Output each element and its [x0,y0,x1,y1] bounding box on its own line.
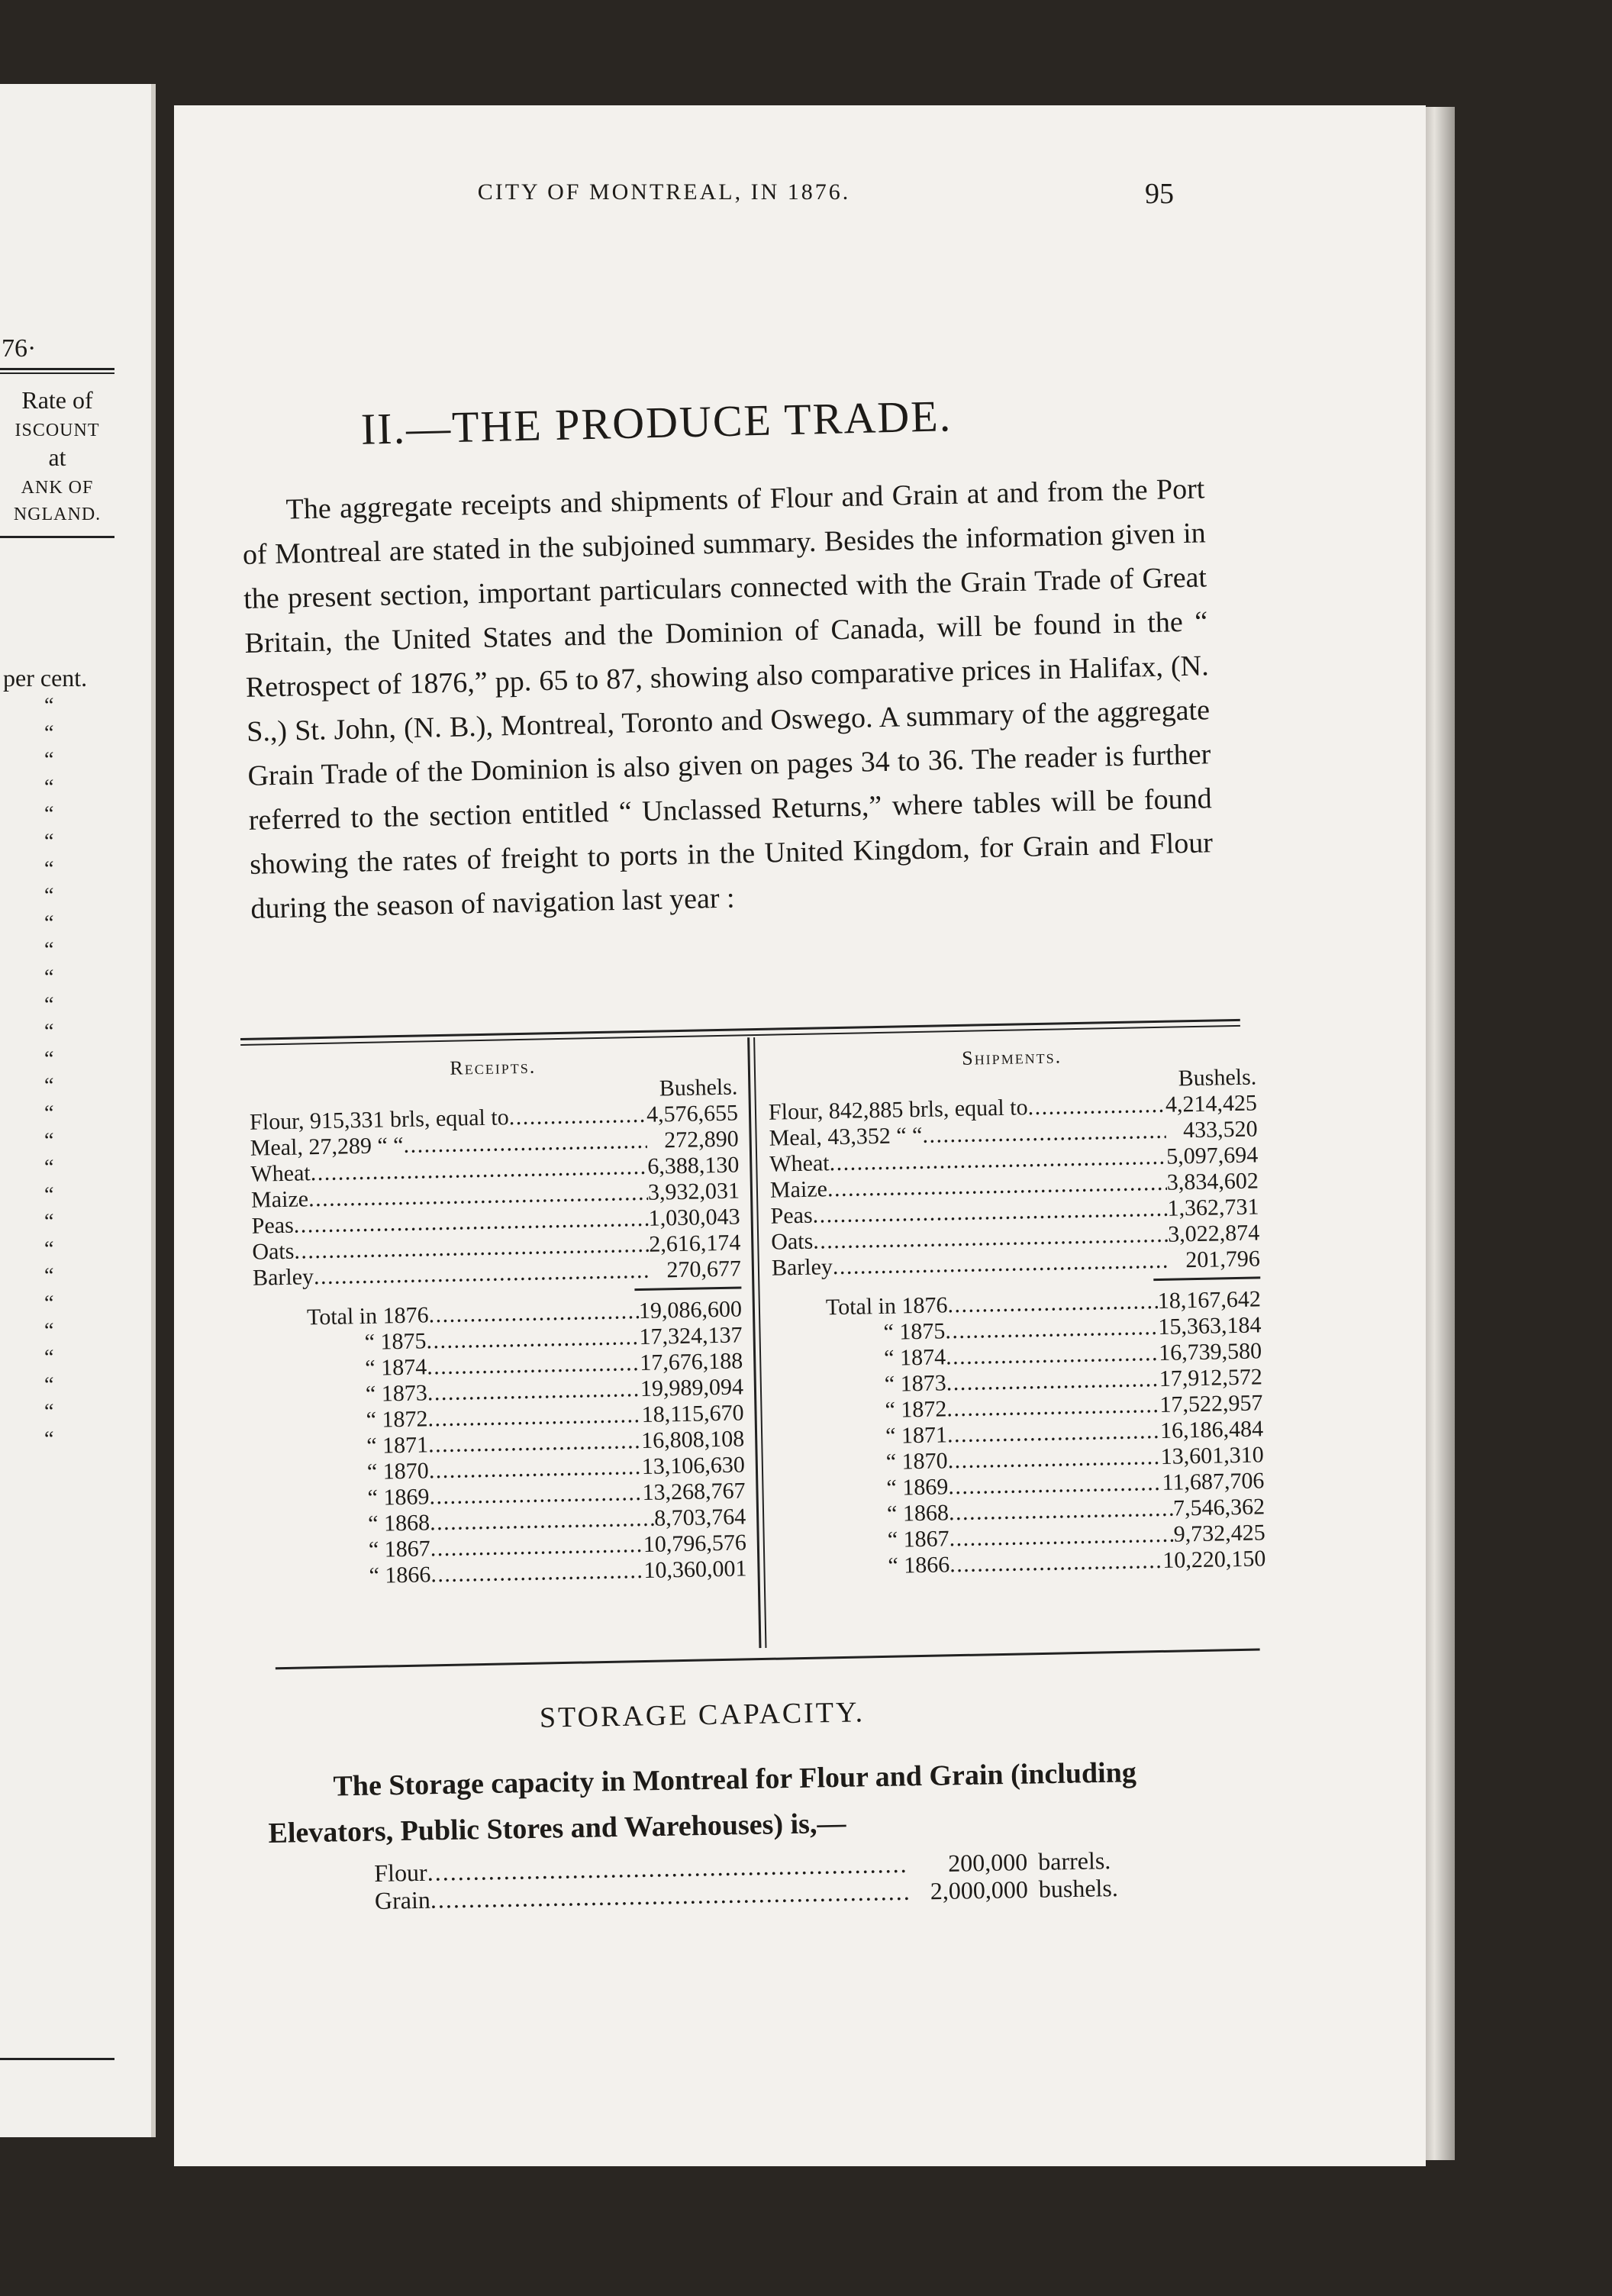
receipts-total-leader-dots [430,1532,643,1562]
shipments-item-value: 3,022,874 [1167,1220,1260,1247]
shipments-item-value: 201,796 [1185,1246,1261,1273]
section-title: II.—THE PRODUCE TRADE. [360,391,953,454]
receipts-item-leader-dots [508,1102,646,1130]
shipments-total-label: “ 1866 [888,1552,950,1578]
shipments-total-leader-dots [949,1522,1174,1553]
left-header-line-1: Rate of [21,386,93,414]
left-rule-top-2 [0,372,114,374]
left-ditto-mark: “ [44,992,54,1017]
shipments-item-label: Flour, 842,885 brls, equal to [768,1095,1028,1125]
left-rule-mid [0,536,114,538]
shipments-total-leader-dots [947,1418,1161,1448]
receipts-total-leader-dots [426,1324,640,1354]
receipts-item-value: 270,677 [666,1256,742,1283]
receipts-item-value: 1,030,043 [648,1204,740,1231]
shipments-totals [772,1286,1266,1581]
produce-tables [240,1019,1266,1664]
receipts-total-leader-dots [428,1428,642,1458]
receipts-total-value: 10,360,001 [643,1556,747,1583]
storage-unit: barrels. [1037,1846,1111,1875]
shipments-item-label: Wheat [769,1150,830,1177]
left-header-line-4: ANK OF [21,478,94,498]
receipts-total-value: 10,796,576 [643,1530,747,1557]
shipments-total-label: “ 1867 [887,1526,949,1553]
shipments-total-leader-dots [946,1366,1159,1396]
shipments-heading: Shipments. [961,1045,1062,1069]
receipts-total-label: “ 1874 [365,1354,427,1381]
shipments-total-leader-dots [949,1548,1163,1578]
shipments-total-label: Total in 1876 [825,1292,948,1321]
receipts-item-label: Peas [251,1212,295,1239]
shipments-item-label: Peas [770,1202,813,1229]
shipments-total-label: “ 1871 [885,1422,948,1449]
receipts-total-value: 18,115,670 [641,1400,744,1427]
shipments-total-label: “ 1874 [883,1344,946,1371]
receipts-item-label: Oats [252,1238,295,1265]
shipments-total-label: “ 1869 [886,1474,949,1501]
left-rate-column [0,664,114,1453]
receipts-unit: Bushels. [659,1074,738,1101]
shipments-total-value: 7,546,362 [1172,1494,1265,1521]
shipments-item-leader-dots [833,1248,1169,1280]
left-ditto-mark: “ [44,1182,54,1207]
receipts-total-label: “ 1868 [367,1510,430,1537]
storage-value: 2,000,000 [930,1875,1029,1905]
left-ditto-mark: “ [44,1074,54,1098]
left-ditto-mark: “ [44,856,54,881]
left-ditto-mark: “ [44,802,54,827]
receipts-item-value: 4,576,655 [646,1100,739,1127]
receipts-total-value: 13,106,630 [641,1452,746,1480]
receipts-total-label: “ 1869 [367,1484,430,1511]
shipments-total-value: 9,732,425 [1173,1520,1266,1547]
left-ditto-mark: “ [44,829,54,853]
intro-paragraph [241,466,1214,930]
shipments-total-value: 15,363,184 [1158,1312,1262,1340]
shipments-table [767,1041,1265,1581]
storage-label: Grain [374,1885,431,1914]
receipts-total-leader-dots [427,1402,642,1432]
shipments-item-value: 4,214,425 [1165,1090,1258,1117]
left-header-line-3: at [48,443,66,471]
storage-unit: bushels. [1038,1873,1119,1903]
shipments-item-label: Maize [769,1176,828,1203]
left-ditto-mark: “ [44,1292,54,1316]
receipts-item-leader-dots [314,1258,650,1290]
receipts-total-leader-dots [428,1454,642,1484]
left-ditto-mark: “ [44,1210,54,1234]
receipts-total-label: “ 1872 [366,1406,428,1433]
shipments-item-value: 5,097,694 [1165,1142,1259,1169]
receipts-total-label: “ 1866 [369,1562,431,1588]
shipments-total-leader-dots [945,1314,1159,1344]
receipts-total-label: “ 1875 [364,1328,427,1355]
receipts-total-leader-dots [428,1298,639,1328]
left-header-line-2: ISCOUNT [15,421,100,440]
shipments-sum-rule [1153,1276,1260,1281]
shipments-item-value: 433,520 [1182,1116,1258,1143]
shipments-total-leader-dots [949,1496,1174,1527]
receipts-item-label: Barley [252,1264,314,1291]
shipments-item-leader-dots [1027,1092,1165,1121]
left-page-number-fragment: 76· [2,334,37,363]
receipts-totals [253,1296,747,1591]
receipts-item-value: 2,616,174 [648,1230,741,1257]
shipments-item-label: Barley [771,1254,833,1281]
receipts-item-label: Flour, 915,331 brls, equal to [249,1104,509,1135]
left-ditto-mark: “ [44,884,54,908]
running-head: CITY OF MONTREAL, IN 1876. [477,179,851,205]
shipments-total-label: “ 1875 [883,1318,946,1345]
left-ditto-mark: “ [44,1346,54,1370]
shipments-total-label: “ 1873 [884,1370,946,1397]
shipments-total-value: 11,687,706 [1162,1468,1265,1495]
left-ditto-mark: “ [44,1318,54,1343]
shipments-total-value: 17,522,957 [1159,1390,1263,1417]
left-ditto-mark: “ [44,748,54,772]
shipments-total-value: 17,912,572 [1159,1364,1263,1391]
left-ditto-mark: “ [44,1156,54,1180]
storage-title: STORAGE CAPACITY. [539,1696,866,1734]
left-ditto-mark: “ [44,694,54,718]
receipts-total-label: “ 1873 [365,1380,428,1407]
left-ditto-mark: “ [44,1400,54,1424]
left-page-fragment [0,84,156,2137]
receipts-items [250,1101,741,1292]
receipts-item-value: 3,932,031 [647,1178,740,1205]
receipts-total-label: “ 1867 [368,1536,431,1562]
shipments-total-leader-dots [947,1444,1161,1474]
left-ditto-mark: “ [44,1128,54,1153]
shipments-item-value: 3,834,602 [1166,1168,1259,1195]
storage-label: Flour [374,1858,427,1887]
receipts-total-label: “ 1870 [366,1458,430,1485]
shipments-total-value: 13,601,310 [1160,1442,1265,1469]
receipts-item-value: 6,388,130 [647,1152,740,1179]
storage-value: 200,000 [947,1848,1028,1877]
left-ditto-mark: “ [44,1264,54,1288]
receipts-item-label: Wheat [250,1160,311,1187]
left-ditto-mark: “ [44,911,54,935]
receipts-total-label: Total in 1876 [306,1302,429,1330]
receipts-total-value: 16,808,108 [640,1426,745,1454]
left-ditto-mark: “ [44,1046,54,1071]
left-ditto-mark: “ [44,721,54,745]
receipts-total-leader-dots [429,1480,643,1510]
receipts-total-value: 17,676,188 [639,1348,743,1376]
receipts-heading: Receipts. [450,1055,537,1079]
shipments-total-leader-dots [946,1340,1159,1370]
shipments-total-value: 16,739,580 [1158,1338,1262,1366]
page-edge [1426,107,1455,2160]
receipts-total-label: “ 1871 [366,1432,429,1459]
left-rule-top [0,368,114,370]
left-ditto-mark: “ [44,938,54,963]
shipments-total-value: 10,220,150 [1162,1546,1266,1573]
receipts-total-value: 13,268,767 [642,1478,746,1505]
shipments-total-leader-dots [947,1288,1158,1318]
receipts-item-label: Meal, 27,289 “ “ [250,1132,404,1161]
receipts-item-value: 272,890 [663,1126,739,1153]
shipments-total-label: “ 1870 [885,1448,948,1475]
receipts-sum-rule [634,1286,741,1291]
left-rule-bottom [0,2058,114,2060]
receipts-total-value: 19,086,600 [638,1296,743,1324]
receipts-total-leader-dots [430,1558,644,1588]
left-ditto-mark: “ [44,1427,54,1452]
intro-text: The aggregate receipts and shipments of Flour and Grain at and from the Port of Montreal are stated in the subjoined summary. Besides the information given in the present section, important particulars connected with the Grain Trade of Great Britain, the United States and the Dominion of Canada, will be found in the “ Retrospect of 1876,” pp. 65 to 87, showing also comparative prices in Halifax, (N. S.,) St. John, (N. B.), Montreal, Toronto and Oswego. A summary of the aggregate Grain Trade of the Dominion is also given on pages 34 to 36. The reader is further referred to the section entitled “ Unclassed Returns,” where tables will be found showing the rates of freight to ports in the United Kingdom, for Grain and Flour during the season of navigation last year : [242,472,1214,925]
shipments-item-label: Meal, 43,352 “ “ [769,1122,923,1151]
shipments-total-value: 18,167,642 [1157,1286,1262,1314]
shipments-total-label: “ 1872 [885,1396,947,1423]
shipments-item-label: Oats [770,1228,814,1255]
shipments-unit: Bushels. [1178,1064,1257,1092]
left-first-value: per cent. [3,664,88,692]
shipments-total-value: 16,186,484 [1159,1416,1264,1443]
receipts-total-value: 19,989,094 [640,1374,744,1402]
receipts-item-label: Maize [250,1186,309,1213]
shipments-total-leader-dots [946,1392,1160,1422]
left-ditto-mark: “ [44,1237,54,1261]
left-ditto-mark: “ [44,1372,54,1397]
receipts-table [249,1052,747,1591]
left-ditto-mark: “ [44,965,54,989]
receipts-total-value: 17,324,137 [639,1322,743,1350]
page-number: 95 [1145,178,1174,210]
left-ditto-mark: “ [44,1101,54,1125]
receipts-total-leader-dots [430,1506,655,1537]
storage-text: The Storage capacity in Montreal for Flour and Grain (including Elevators, Public Stores and Warehouses) is,— [268,1756,1137,1849]
receipts-total-leader-dots [427,1350,640,1380]
receipts-total-value: 8,703,764 [653,1504,746,1531]
left-ditto-mark: “ [44,1020,54,1044]
shipments-total-label: “ 1868 [886,1500,949,1527]
shipments-total-leader-dots [948,1470,1162,1500]
shipments-item-value: 1,362,731 [1167,1194,1259,1221]
left-ditto-mark: “ [44,775,54,799]
left-header-line-5: NGLAND. [13,505,102,524]
receipts-total-leader-dots [427,1376,640,1406]
shipments-items [769,1090,1260,1281]
